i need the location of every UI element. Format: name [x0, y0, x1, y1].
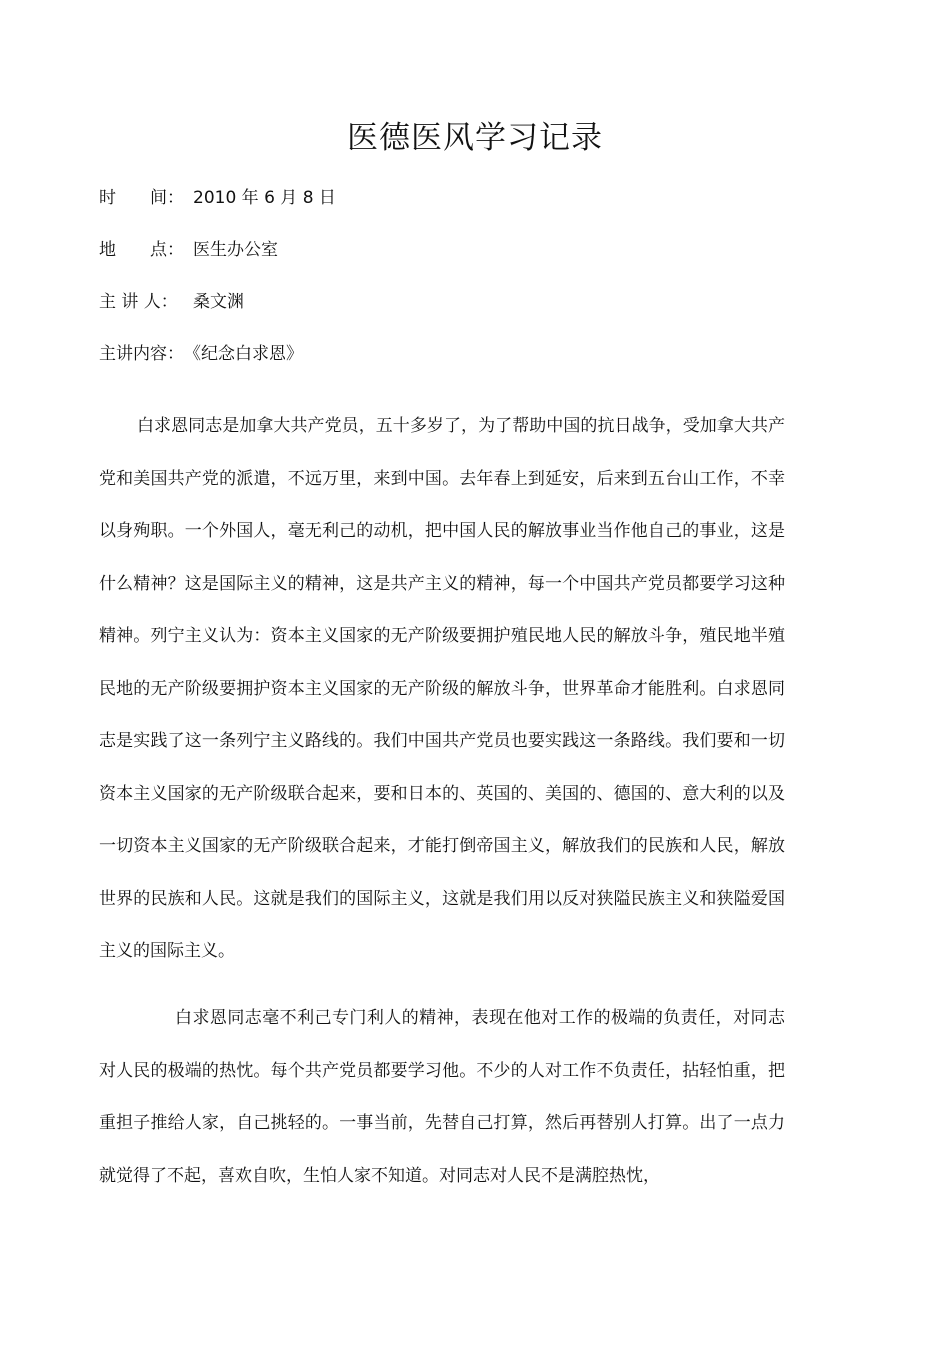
document-title: 医德医风学习记录 — [347, 120, 603, 156]
meta-location-label: 地 点： — [99, 240, 184, 260]
body-paragraph-1: 白求恩同志是加拿大共产党员，五十多岁了，为了帮助中国的抗日战争，受加拿大共产党和美国共产党的派遣，不远万里，来到中国。去年春上到延安，后来到五台山工作，不幸以身殉职。一个外国人，毫无利己的动机，把中国人民的解放事业当作他自己的事业，这是什么精神？这是国际主义的精神，这是共产主义的精神，每一个中国共产党员都要学习这种精神。列宁主义认为：资本主义国家的无产阶级要拥护殖民地人民的解放斗争，殖民地半殖民地的无产阶级要拥护资本主义国家的无产阶级的解放斗争，世界革命才能胜利。白求恩同志是实践了这一条列宁主义路线的。我们中国共产党员也要实践这一条路线。我们要和一切资本主义国家的无产阶级联合起来，要和日本的、英国的、美国的、德国的、意大利的以及一切资本主义国家的无产阶级联合起来，才能打倒帝国主义，解放我们的民族和人民，解放世界的民族和人民。这就是我们的国际主义，这就是我们用以反对狭隘民族主义和狭隘爱国主义的国际主义。 — [99, 416, 785, 961]
meta-speaker-value: 桑文渊 — [193, 292, 244, 312]
meta-speaker-row — [99, 290, 244, 314]
meta-speaker-label: 主 讲 人： — [99, 292, 178, 312]
meta-time-label: 时 间： — [99, 188, 184, 208]
meta-content-label: 主讲内容： — [99, 344, 184, 364]
meta-content-row — [99, 342, 303, 366]
meta-time-row — [99, 186, 336, 210]
meta-time-value: 2010 年 6 月 8 日 — [193, 188, 336, 208]
meta-content-value: 《纪念白求恩》 — [184, 344, 303, 364]
meta-location-value: 医生办公室 — [193, 240, 278, 260]
body-paragraph-2: 白求恩同志毫不利己专门利人的精神，表现在他对工作的极端的负责任，对同志对人民的极端的热忱。每个共产党员都要学习他。不少的人对工作不负责任，拈轻怕重，把重担子推给人家，自己挑轻的。一事当前，先替自己打算，然后再替别人打算。出了一点力就觉得了不起，喜欢自吹，生怕人家不知道。对同志对人民不是满腔热忱， — [99, 1008, 785, 1186]
meta-location-row — [99, 238, 278, 262]
